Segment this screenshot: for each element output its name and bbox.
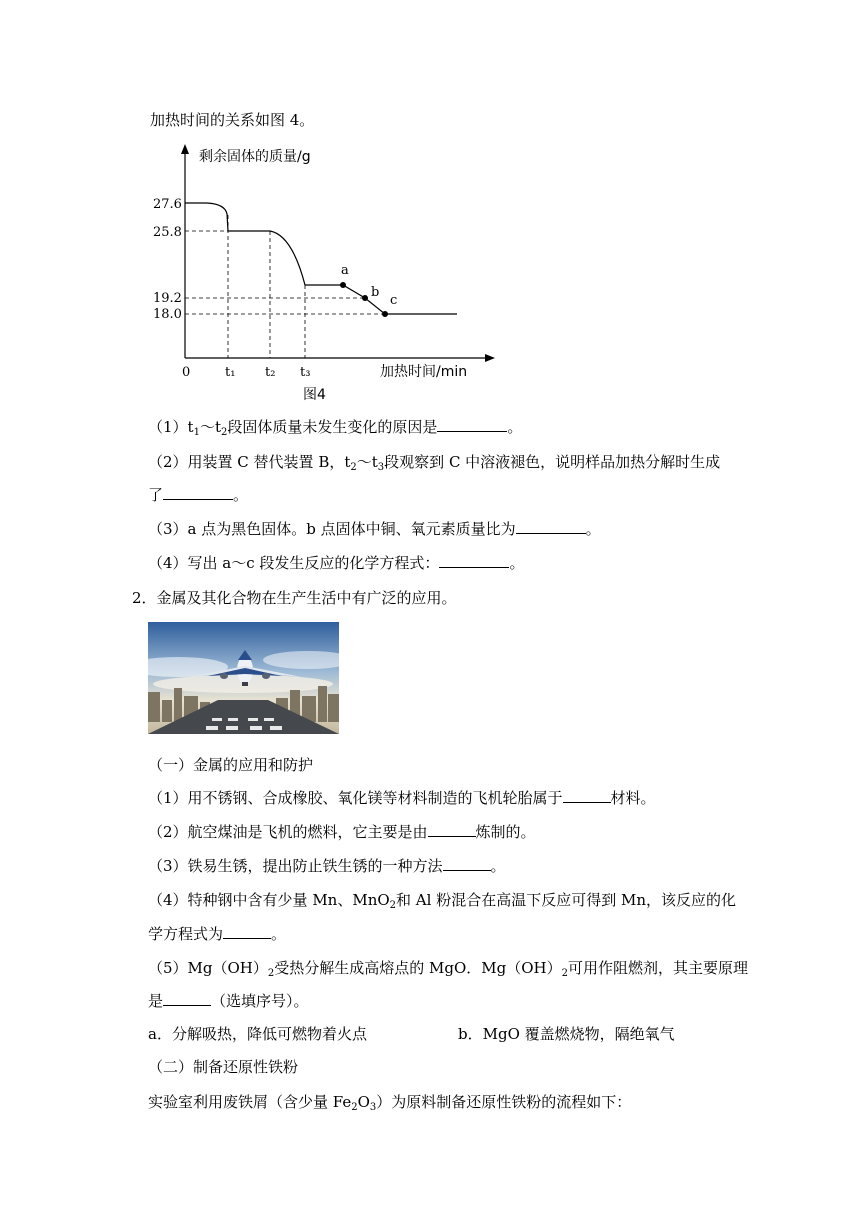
answer-blank[interactable] (223, 924, 271, 939)
answer-blank[interactable] (163, 485, 233, 500)
q2-s5: $(5)Mg(OH)_2$受热分解生成高熔点的 MgO．$Mg(OH)_2$可用作阻燃剂，其主要原理 (148, 959, 749, 979)
flow-intro: 实验室利用废铁屑（含少量 $Fe_2O_3$）为原料制备还原性铁粉的流程如下： (148, 1093, 632, 1113)
y-tick-18-0: 18.0 (153, 307, 182, 322)
figure-4-chart (145, 140, 505, 405)
q2-s3: （3）铁易生锈，提出防止铁生锈的一种方法 。 (148, 857, 506, 875)
figure-caption: 图4 (303, 387, 326, 403)
answer-blank[interactable] (428, 822, 476, 837)
y-axis-label: 剩余固体的质量/g (199, 149, 311, 165)
point-c (382, 311, 388, 317)
answer-blank[interactable] (516, 519, 586, 534)
q1-item-3: （3）a 点为黑色固体。b 点固体中铜、氧元素质量比为 。 (148, 520, 601, 538)
x-tick-t3: t₃ (300, 365, 311, 380)
option-b: b．MgO 覆盖燃烧物，隔绝氧气 (458, 1025, 675, 1043)
y-tick-25-8: 25.8 (153, 225, 182, 240)
y-axis-arrow (181, 144, 189, 154)
answer-blank[interactable] (443, 856, 491, 871)
q2-title: 2．金属及其化合物在生产生活中有广泛的应用。 (132, 589, 457, 607)
intro-text: 加热时间的关系如图 4。 (150, 111, 315, 129)
q2-s4-cont: 学方程式为 。 (148, 925, 287, 943)
option-a: a．分解吸热，降低可燃物着火点 (148, 1025, 367, 1043)
section-2-heading: （二）制备还原性铁粉 (148, 1058, 299, 1076)
point-b (362, 295, 368, 301)
label-c: c (390, 293, 398, 308)
answer-blank[interactable] (439, 553, 509, 568)
q1-item-1: $(1)t_1\sim t_2$段固体质量未发生变化的原因是 。 (148, 418, 523, 438)
q1-item-2: （2）用装置 C 替代装置 B，$t_2\sim t_3$段观察到 C 中溶液褪色，说明样品加热分解时生成 (148, 453, 721, 473)
q2-s4: （4）特种钢中含有少量 Mn、MnO$_2$和 Al 粉混合在高温下反应可得到 Mn，该反应的化 (148, 891, 736, 911)
label-a: a (341, 263, 349, 278)
mass-curve (185, 203, 457, 314)
airplane-photo (148, 622, 339, 734)
answer-blank[interactable] (163, 991, 211, 1006)
q2-s1: （1）用不锈钢、合成橡胶、氧化镁等材料制造的飞机轮胎属于 材料。 (148, 789, 656, 807)
y-tick-19-2: 19.2 (153, 291, 182, 306)
x-tick-t2: t₂ (265, 365, 276, 380)
answer-blank[interactable] (563, 788, 611, 803)
point-a (340, 282, 346, 288)
x-tick-t1: t₁ (225, 365, 236, 380)
q1-item-2-cont: 了 。 (148, 486, 249, 504)
y-tick-27-6: 27.6 (153, 197, 182, 212)
label-b: b (371, 285, 380, 300)
answer-blank[interactable] (437, 417, 507, 432)
origin-label: 0 (182, 365, 191, 380)
section-1-heading: （一）金属的应用和防护 (148, 756, 314, 774)
x-axis-arrow (485, 354, 495, 362)
x-axis-label: 加热时间/min (380, 364, 468, 380)
q2-s5-cont: 是 （选填序号）。 (148, 992, 309, 1010)
q1-item-4: （4）写出 a～c 段发生反应的化学方程式： 。 (148, 554, 525, 572)
q2-s2: （2）航空煤油是飞机的燃料，它主要是由 炼制的。 (148, 823, 536, 841)
